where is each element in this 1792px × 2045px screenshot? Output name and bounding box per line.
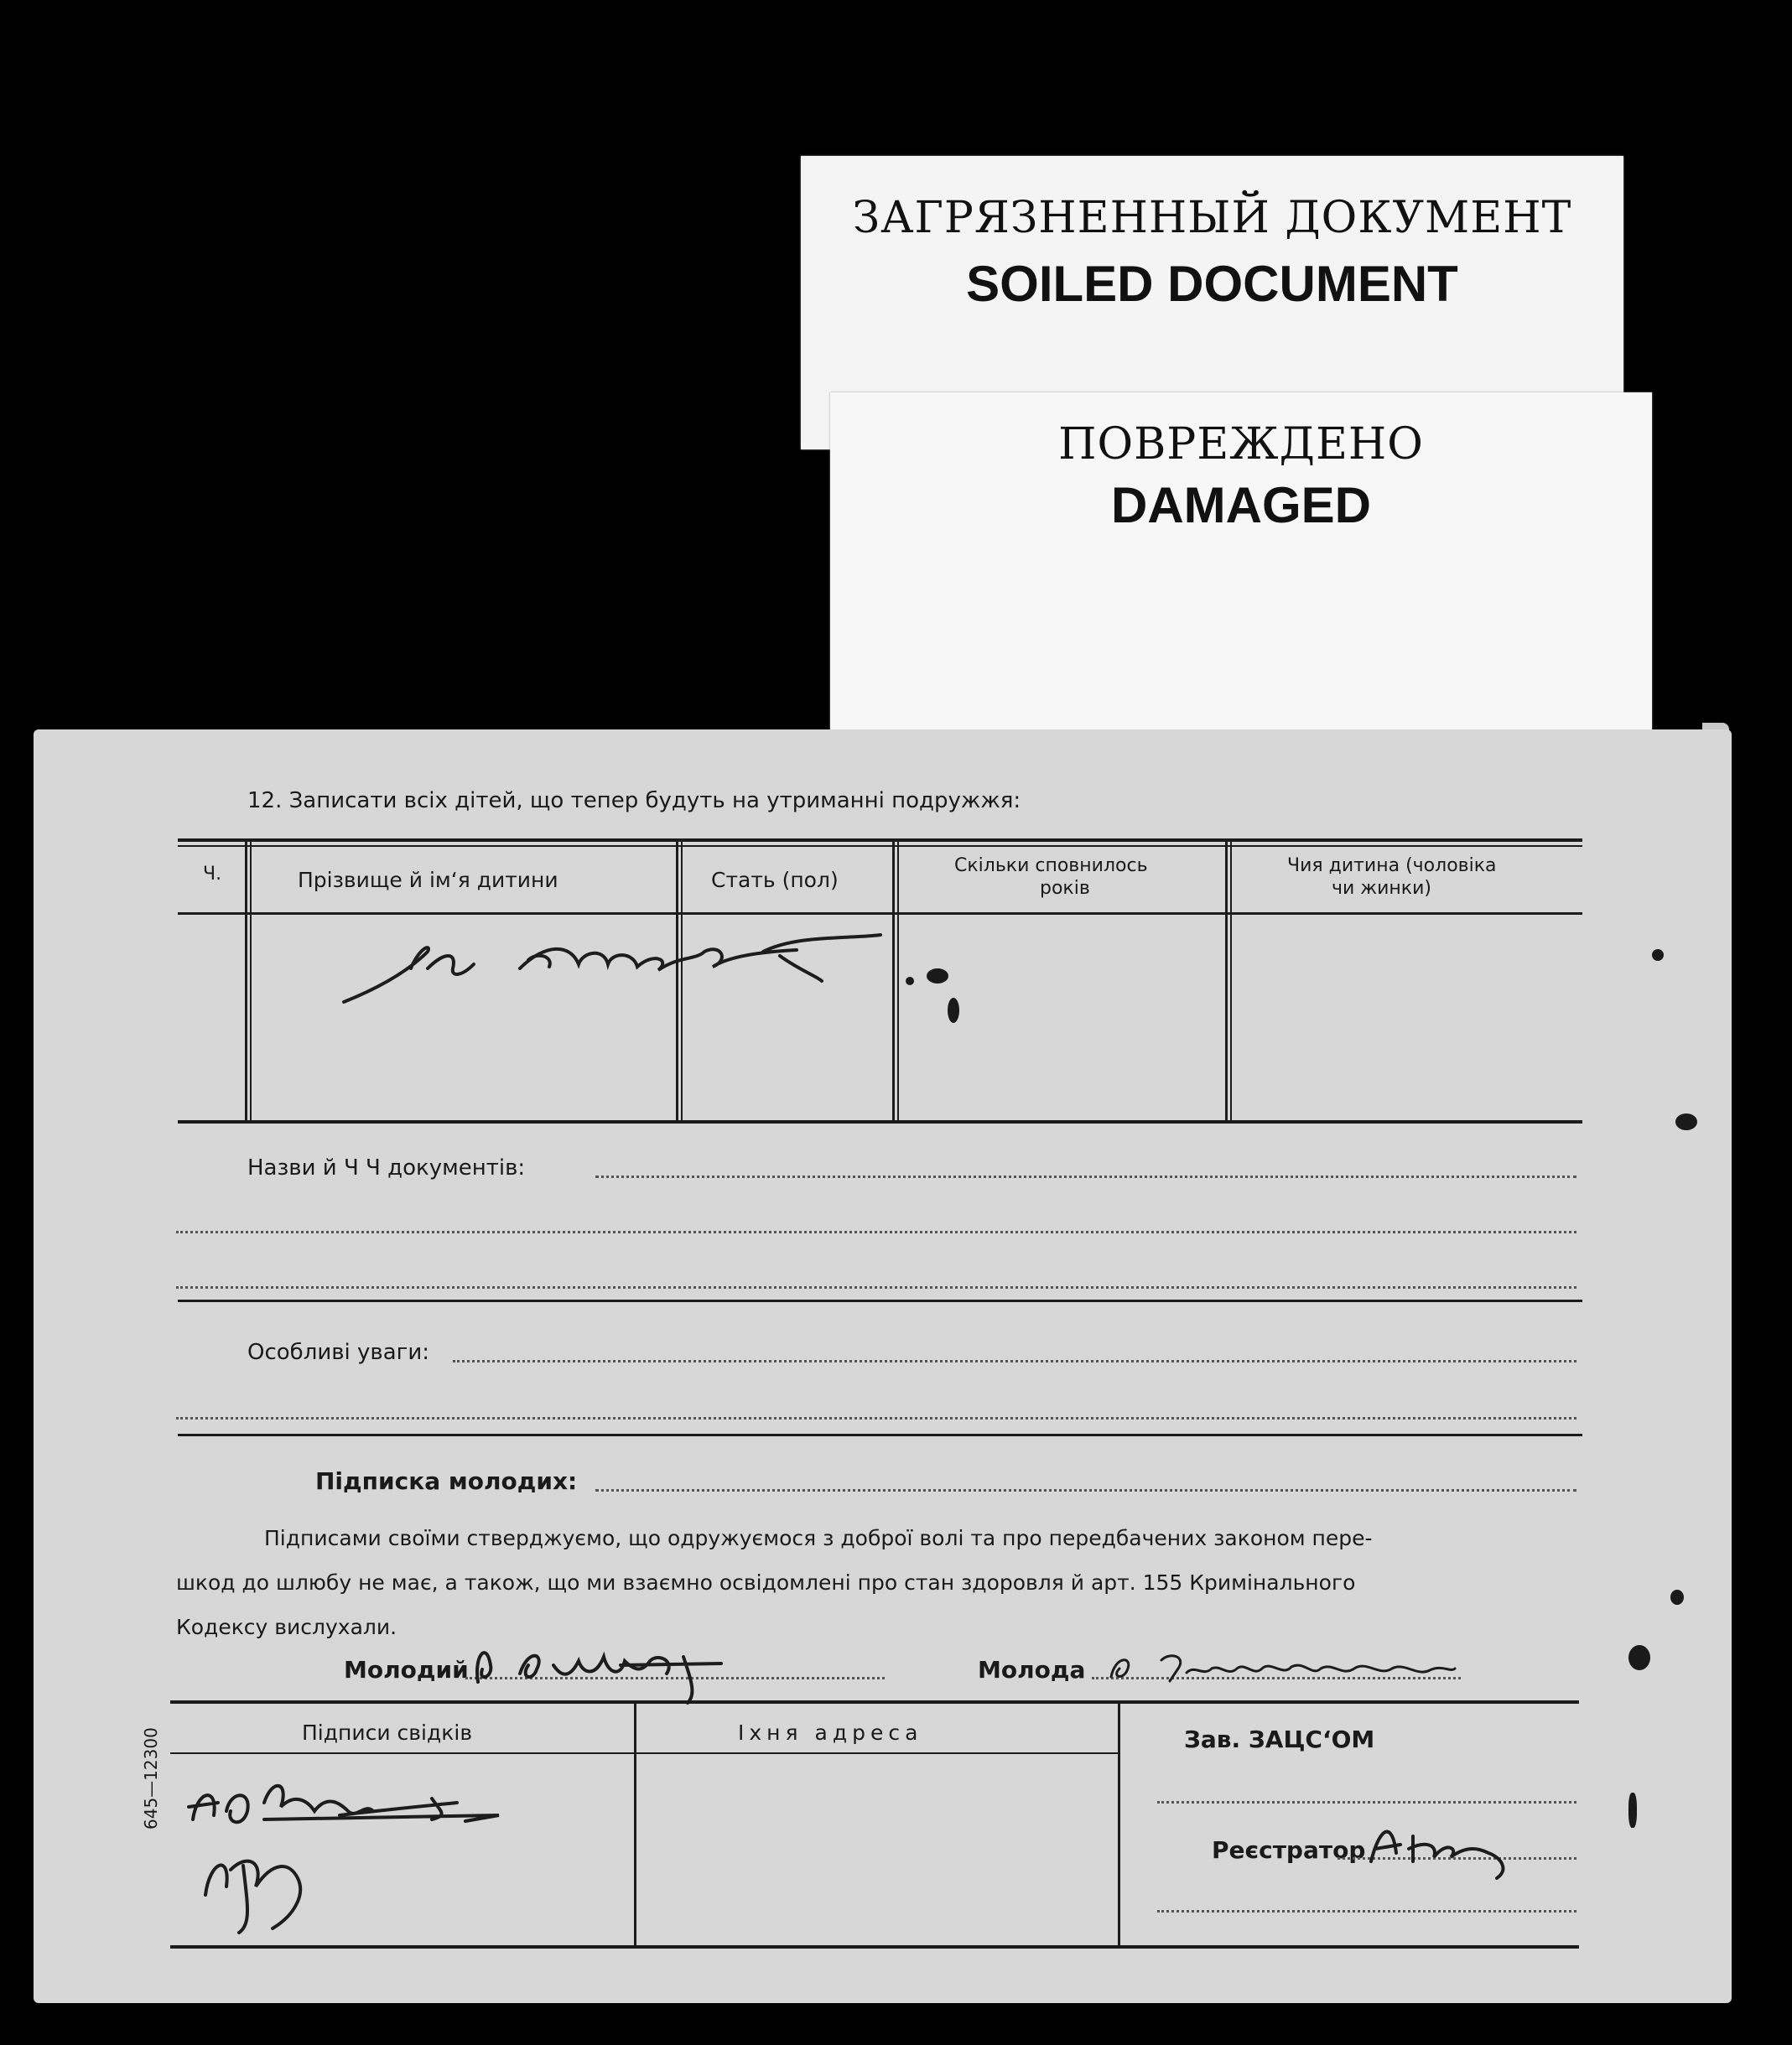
registration-form — [34, 729, 1732, 2003]
documents-line-3 — [176, 1286, 1576, 1289]
witnesses-header: Підписи свідків — [302, 1721, 473, 1745]
ink-blot — [906, 977, 914, 985]
pledge-text-3: Кодексу вислухали. — [176, 1615, 397, 1639]
punch-hole — [1670, 1590, 1684, 1605]
table-top-rule-thin — [178, 845, 1582, 847]
damaged-label-ru: ПОВРЕЖДЕНО — [1058, 419, 1424, 470]
col-divider-1b — [250, 842, 252, 1122]
bride-signature — [1103, 1643, 1472, 1694]
witness-header-rule — [170, 1752, 1118, 1754]
col-divider-4b — [1230, 842, 1232, 1122]
col-header-age-2: років — [1040, 878, 1090, 899]
children-handwritten-entry — [327, 918, 1082, 1035]
soiled-label-ru: ЗАГРЯЗНЕННЫЙ ДОКУМЕНТ — [852, 193, 1572, 243]
side-code: 645—12300 — [141, 1727, 161, 1830]
pledge-heading: Підписка молодих: — [315, 1467, 578, 1495]
witness-signatures — [180, 1769, 583, 1937]
witness-col-divider — [634, 1702, 636, 1945]
remarks-line-2 — [176, 1417, 1576, 1420]
witness-table-top-rule — [170, 1700, 1579, 1704]
damaged-label-en: DAMAGED — [1111, 477, 1371, 533]
col-header-whose-2: чи жинки) — [1332, 878, 1431, 899]
punch-hole — [1628, 1793, 1637, 1828]
remarks-label: Особливі уваги: — [247, 1340, 429, 1365]
address-header: Іхня адреса — [738, 1721, 923, 1745]
punch-hole — [1628, 1645, 1650, 1670]
groom-signature — [470, 1632, 746, 1707]
head-signature-line — [1157, 1801, 1576, 1804]
table-bottom-rule — [178, 1120, 1582, 1124]
ink-blot — [927, 968, 948, 984]
bride-label: Молода — [978, 1656, 1086, 1684]
registrar-signature — [1363, 1811, 1547, 1887]
col-header-name: Прізвище й ім‘я дитини — [298, 868, 558, 892]
col-header-sex: Стать (пол) — [711, 868, 839, 892]
registrar-label: Реєстратор — [1212, 1836, 1366, 1864]
col-header-age-1: Скільки сповнилось — [954, 855, 1148, 876]
table-top-rule — [178, 838, 1582, 842]
pledge-line — [595, 1489, 1576, 1492]
col-header-whose-1: Чия дитина (чоловіка — [1287, 855, 1497, 876]
remarks-line-1 — [453, 1360, 1576, 1362]
pledge-text-2: шкод до шлюбу не має, а також, що ми взаємно освідомлені про стан здоровля й арт. 155 Кримінального — [176, 1570, 1356, 1595]
groom-label: Молодий — [344, 1656, 469, 1684]
documents-line-2 — [176, 1231, 1576, 1233]
documents-line-1 — [595, 1176, 1576, 1178]
col-header-num: Ч. — [203, 864, 222, 885]
witness-table-bottom-rule — [170, 1945, 1579, 1949]
section-rule — [178, 1434, 1582, 1436]
col-divider-4 — [1225, 842, 1228, 1122]
punch-hole — [1652, 949, 1664, 961]
pledge-text-1: Підписами своїми стверджуємо, що одружуємося з доброї волі та про передбачених законом пере- — [264, 1526, 1373, 1550]
soiled-label-en: SOILED DOCUMENT — [966, 256, 1458, 312]
section-title: 12. Записати всіх дітей, що тепер будуть на утриманні подружжя: — [247, 788, 1021, 813]
documents-label: Назви й Ч Ч документів: — [247, 1155, 526, 1181]
address-col-divider — [1118, 1702, 1120, 1945]
extra-line — [1157, 1910, 1576, 1913]
punch-hole — [1675, 1113, 1697, 1130]
damaged-card — [830, 392, 1652, 729]
head-label: Зав. ЗАЦС‘ОМ — [1184, 1726, 1375, 1753]
table-header-rule — [178, 912, 1582, 915]
col-divider-1 — [245, 842, 247, 1122]
section-rule — [178, 1300, 1582, 1302]
ink-blot — [948, 998, 959, 1023]
